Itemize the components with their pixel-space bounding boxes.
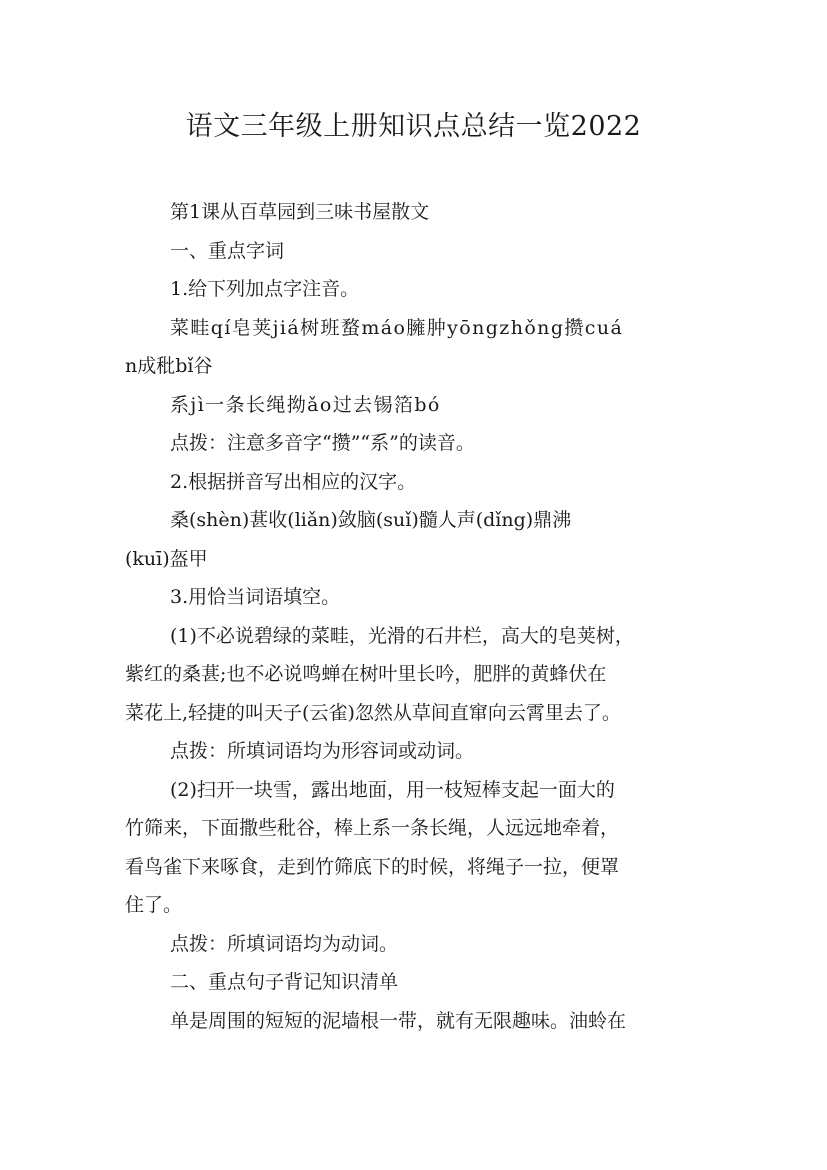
text-line: 菜畦qí皂荚jiá树班蝥máo臃肿yōngzhǒng攒cuá — [170, 316, 624, 339]
document-title: 语文三年级上册知识点总结一览2022 — [185, 111, 642, 142]
text-line: (2)扫开一块雪，露出地面，用一枝短棒支起一面大的 — [170, 778, 615, 801]
text-line: 3.用恰当词语填空。 — [170, 586, 341, 608]
text-line: 紫红的桑葚;也不必说鸣蝉在树叶里长吟，肥胖的黄蜂伏在 — [125, 663, 607, 685]
text-line: 系jì一条长绳拗ǎo过去锡箔bó — [170, 393, 441, 416]
section-heading: 二、重点句子背记知识清单 — [170, 971, 399, 993]
text-line: 1.给下列加点字注音。 — [170, 278, 360, 300]
section-heading: 一、重点字词 — [170, 239, 285, 262]
text-line: 点拨：所填词语均为动词。 — [170, 932, 399, 955]
text-line: 第1课从百草园到三味书屋散文 — [170, 201, 430, 223]
document-body — [125, 193, 705, 1040]
text-line: 点拨：注意多音字“攒”“系”的读音。 — [170, 432, 475, 454]
text-line: (1)不必说碧绿的菜畦，光滑的石井栏，高大的皂荚树， — [170, 624, 634, 647]
text-line: 点拨：所填词语均为形容词或动词。 — [170, 740, 475, 762]
text-line: (kuī)盔甲 — [125, 547, 208, 570]
text-line: 看鸟雀下来啄食，走到竹筛底下的时候，将绳子一拉，便罩 — [125, 855, 620, 878]
text-line: 桑(shèn)葚收(liǎn)敛脑(suǐ)髓人声(dǐng)鼎沸 — [170, 509, 572, 531]
text-line: 竹筛来，下面撒些秕谷，棒上系一条长绳，人远远地牵着， — [125, 817, 620, 839]
text-line: 住了。 — [125, 894, 183, 916]
text-line: 单是周围的短短的泥墙根一带，就有无限趣味。油蛉在 — [170, 1009, 627, 1032]
text-line: n成秕bǐ谷 — [125, 355, 213, 377]
text-line: 菜花上,轻捷的叫天子(云雀)忽然从草间直窜向云霄里去了。 — [125, 701, 621, 724]
text-line: 2.根据拼音写出相应的汉字。 — [170, 470, 417, 493]
